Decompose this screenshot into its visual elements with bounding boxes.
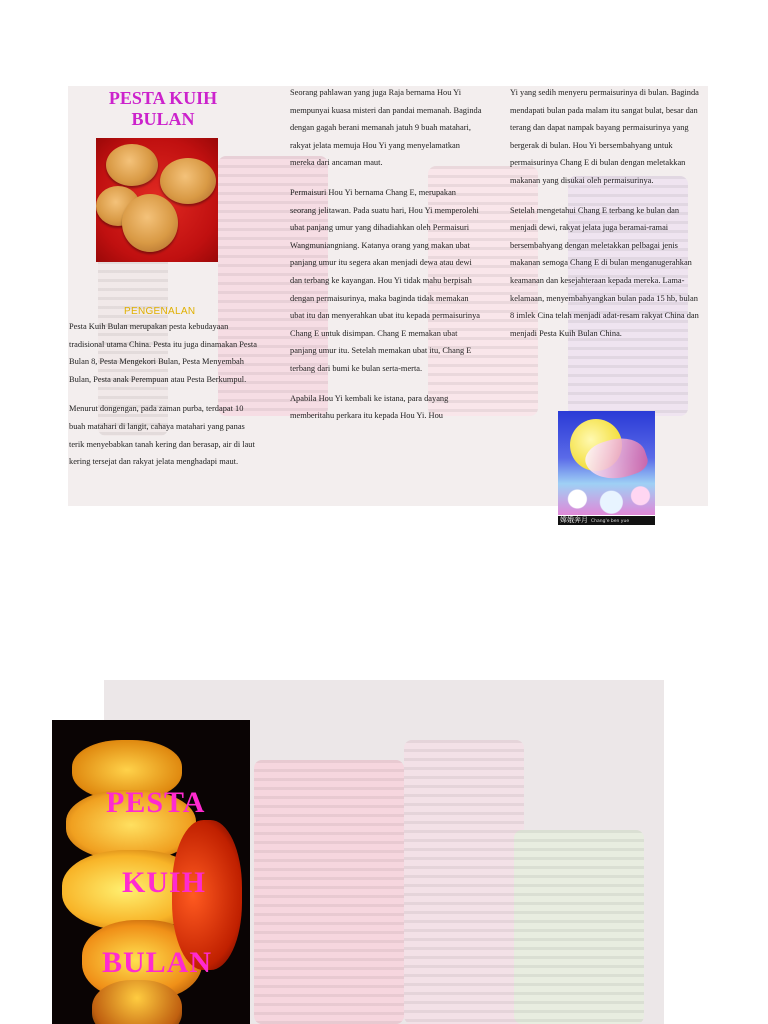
column-2 (290, 84, 482, 437)
paragraph: Menurut dongengan, pada zaman purba, terdapat 10 buah matahari di langit, cahaya matahari yang panas terik menyebabkan tanah kering dan berasap, air di laut kering tersejat dan rakyat jelata menghadapi maut. (69, 404, 255, 467)
change-illustration (558, 411, 655, 515)
cover-word-pesta: PESTA (106, 786, 206, 819)
cover-lantern-image (52, 720, 250, 1024)
paragraph: Setelah mengetahui Chang E terbang ke bulan dan menjadi dewi, rakyat jelata juga beramai-ramai bersembahyang dengan meletakkan pelbagai jenis makanan semoga Chang E di bulan menganugerahkan keamanan dan kesejahteraan kepada mereka. Lama-kelamaan, menyembahyangkan bulan pada 15 hb, bulan 8 imlek Cina telah menjadi adat-resam rakyat China dan menjadi Pesta Kuih Bulan China. (510, 205, 699, 338)
title-line-1: PESTA KUIH (108, 88, 218, 108)
cover-word-kuih: KUIH (122, 866, 207, 899)
paragraph: Permaisuri Hou Yi bernama Chang E, merupakan seorang jelitawan. Pada suatu hari, Hou Yi memperolehi ubat panjang umur yang dihadiahkan oleh Permaisuri Wangmuniangniang. Katanya orang yang makan ubat panjang umur itu segera akan menjadi dewa atau dewi dan terbang ke kayangan. Hou Yi tidak mahu berpisah dengan permaisurinya, maka baginda tidak memakan ubat itu dan menyerahkan ubat itu kepada permaisurinya Chang E untuk disimpan. Chang E memakan ubat panjang umur itu. Setelah memakan ubat itu, Chang E terbang dari bumi ke bulan serta-merta. (290, 187, 480, 373)
mooncake-image (96, 138, 218, 262)
paragraph: Yi yang sedih menyeru permaisurinya di bulan. Baginda mendapati bulan pada malam itu sangat bulat, besar dan terang dan dapat nampak bayang permaisurinya yang bergerak di bulan. Hou Yi bersembahyang untuk permaisurinya Chang E di bulan dengan meletakkan makanan yang disukai oleh permaisurinya. (510, 88, 699, 185)
intro-heading: PENGENALAN (124, 306, 196, 317)
image-caption (558, 516, 655, 525)
clouds-shape (558, 483, 655, 515)
paragraph: Pesta Kuih Bulan merupakan pesta kebudayaan tradisional utama China. Pesta itu juga dinamakan Pesta Bulan 8, Pesta Mengekori Bulan, Pesta Menyembah Bulan, Pesta anak Perempuan atau Pesta Berkumpul. (69, 322, 257, 384)
cover-word-bulan: BULAN (102, 946, 213, 979)
paragraph: Apabila Hou Yi kembali ke istana, para dayang memberitahu perkara itu kepada Hou Yi. Hou (290, 393, 449, 421)
caption-chinese: 嫦娥奔月 (560, 516, 588, 524)
caption-romanized: Chang'e ben yue (591, 519, 630, 524)
paragraph: Seorang pahlawan yang juga Raja bernama Hou Yi mempunyai kuasa misteri dan pandai memanah. Baginda dengan gagah berani memanah jatuh 9 buah matahari, rakyat jelata memuja Hou Yi yang menyelamatkan mereka dari ancaman maut. (290, 88, 482, 168)
column-1 (69, 318, 259, 483)
title-line-2: BULAN (131, 109, 195, 129)
column-3 (510, 84, 702, 354)
brochure-title (88, 88, 238, 130)
